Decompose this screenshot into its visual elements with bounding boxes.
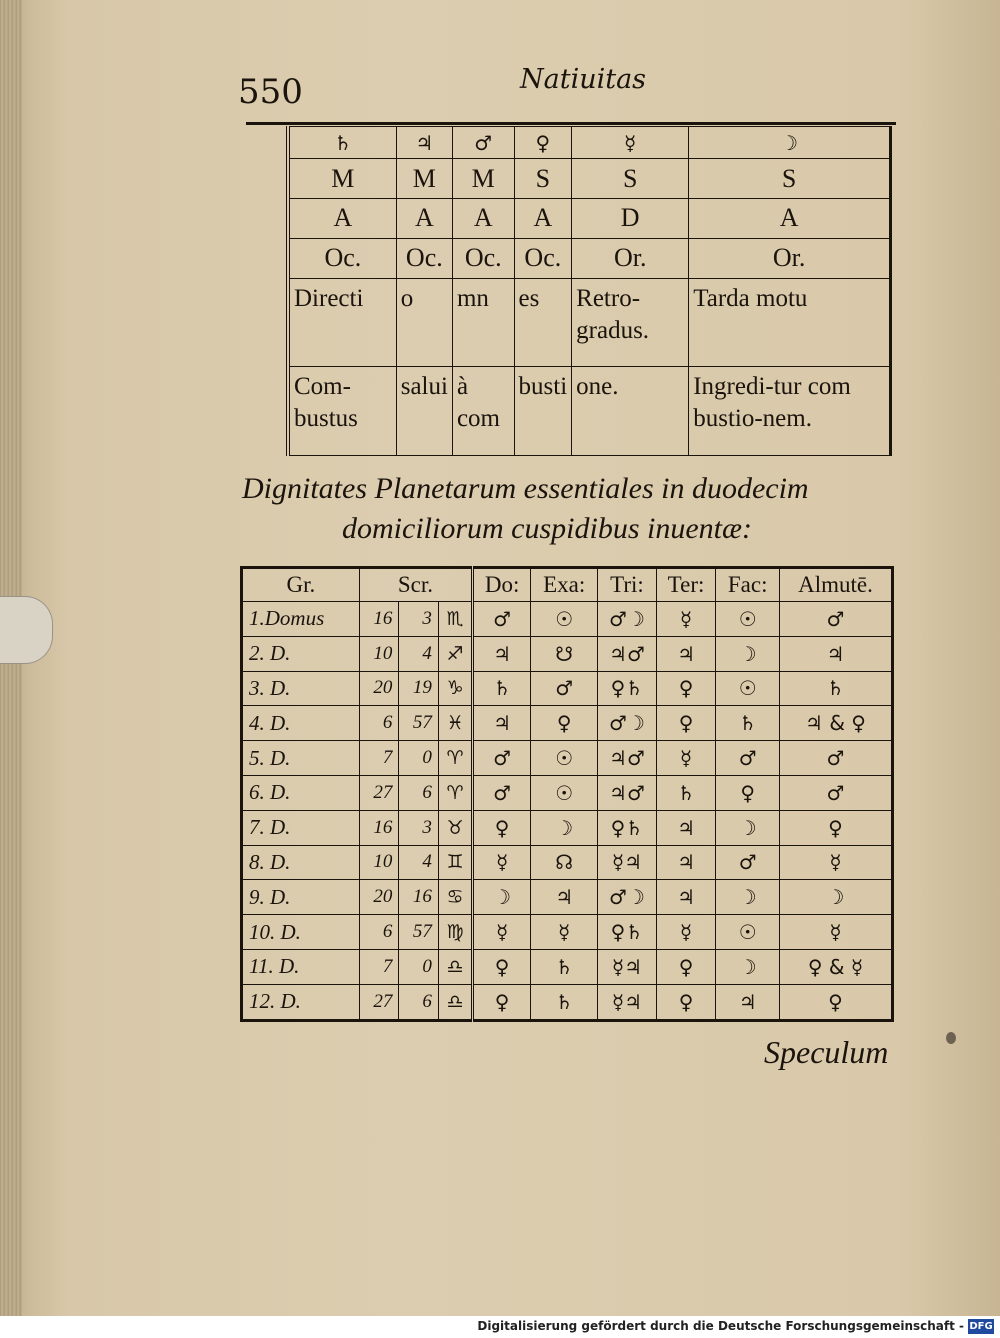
- motion-cell: mn: [452, 278, 514, 367]
- row-m-cell: S: [514, 159, 572, 199]
- face-ruler: ♄: [716, 706, 780, 741]
- face-ruler: ☽: [716, 636, 780, 671]
- motion-cell: Tarda motu: [689, 278, 891, 367]
- zodiac-sign: ♍: [438, 915, 472, 950]
- table1-row: [288, 159, 891, 199]
- minute-value: 4: [399, 845, 439, 880]
- face-ruler: ☽: [716, 880, 780, 915]
- house-label: 7. D.: [242, 810, 360, 845]
- planet-symbol: ☽: [689, 127, 891, 159]
- almuten: ☿: [779, 845, 892, 880]
- table-row: [242, 741, 893, 776]
- exaltation-ruler: ♄: [531, 984, 598, 1020]
- domicile-ruler: ♀: [473, 949, 531, 984]
- table1-row: [288, 238, 891, 278]
- term-ruler: ♄: [656, 775, 716, 810]
- degree-value: 16: [359, 810, 399, 845]
- domicile-ruler: ♀: [473, 810, 531, 845]
- term-ruler: ♀: [656, 984, 716, 1020]
- house-label: 12. D.: [242, 984, 360, 1020]
- table-row: [242, 915, 893, 950]
- row-oc-cell: Oc.: [452, 238, 514, 278]
- motion-cell: Directi: [288, 278, 396, 367]
- combustion-cell: Com-bustus: [288, 367, 396, 456]
- degree-value: 27: [359, 984, 399, 1020]
- almuten: ♀: [779, 810, 892, 845]
- house-label: 5. D.: [242, 741, 360, 776]
- combustion-cell: Ingredi-tur com bustio-nem.: [689, 367, 891, 456]
- combustion-cell: salui: [396, 367, 452, 456]
- domicile-ruler: ☿: [473, 845, 531, 880]
- table-row: [242, 775, 893, 810]
- almuten: ♂: [779, 775, 892, 810]
- paper-hole: [946, 1032, 956, 1044]
- bookmark-tab: [0, 596, 53, 664]
- column-header: Almutē.: [779, 568, 892, 602]
- dignities-table: [240, 566, 894, 1022]
- exaltation-ruler: ☽: [531, 810, 598, 845]
- exaltation-ruler: ☊: [531, 845, 598, 880]
- row-m-cell: M: [288, 159, 396, 199]
- domicile-ruler: ♃: [473, 706, 531, 741]
- table-row: [242, 880, 893, 915]
- almuten: ♀ & ☿: [779, 949, 892, 984]
- degree-value: 16: [359, 602, 399, 637]
- table1-row: [288, 278, 891, 367]
- almuten: ♀: [779, 984, 892, 1020]
- house-label: 10. D.: [242, 915, 360, 950]
- footer-credit: Digitalisierung gefördert durch die Deutsche Forschungsgemeinschaft -: [477, 1319, 964, 1333]
- row-oc-cell: Or.: [689, 238, 891, 278]
- minute-value: 0: [399, 741, 439, 776]
- minute-value: 6: [399, 984, 439, 1020]
- domicile-ruler: ♂: [473, 741, 531, 776]
- minute-value: 57: [399, 915, 439, 950]
- planet-symbol: ♂: [452, 127, 514, 159]
- planet-symbol: ♃: [396, 127, 452, 159]
- zodiac-sign: ♋: [438, 880, 472, 915]
- row-a-cell: A: [288, 198, 396, 238]
- combustion-cell: busti: [514, 367, 572, 456]
- row-a-cell: D: [572, 198, 689, 238]
- row-m-cell: S: [689, 159, 891, 199]
- face-ruler: ☉: [716, 671, 780, 706]
- almuten: ☽: [779, 880, 892, 915]
- table-row: [242, 845, 893, 880]
- table-row: [242, 602, 893, 637]
- catchword: Speculum: [764, 1034, 889, 1070]
- column-header: Scr.: [359, 568, 472, 602]
- degree-value: 10: [359, 845, 399, 880]
- domicile-ruler: ☽: [473, 880, 531, 915]
- header-rule: [246, 122, 896, 125]
- row-a-cell: A: [452, 198, 514, 238]
- table-row: [242, 636, 893, 671]
- caption-line-1: Dignitates Planetarum essentiales in duodecim: [242, 472, 809, 505]
- column-header: Gr.: [242, 568, 360, 602]
- planet-symbol: ♄: [288, 127, 396, 159]
- row-m-cell: M: [396, 159, 452, 199]
- term-ruler: ♀: [656, 671, 716, 706]
- term-ruler: ♃: [656, 636, 716, 671]
- column-header: Tri:: [598, 568, 657, 602]
- caption-line-2: domiciliorum cuspidibus inuentæ:: [342, 512, 752, 545]
- zodiac-sign: ♓: [438, 706, 472, 741]
- term-ruler: ♃: [656, 880, 716, 915]
- house-label: 6. D.: [242, 775, 360, 810]
- column-header: Do:: [473, 568, 531, 602]
- minute-value: 16: [399, 880, 439, 915]
- triplicity-rulers: ♀♄: [598, 810, 657, 845]
- triplicity-rulers: ☿♃: [598, 845, 657, 880]
- house-label: 11. D.: [242, 949, 360, 984]
- table-row: [242, 671, 893, 706]
- zodiac-sign: ♈: [438, 775, 472, 810]
- domicile-ruler: ♄: [473, 671, 531, 706]
- table-row: [242, 810, 893, 845]
- table-row: [242, 706, 893, 741]
- zodiac-sign: ♎: [438, 949, 472, 984]
- exaltation-ruler: ♄: [531, 949, 598, 984]
- zodiac-sign: ♑: [438, 671, 472, 706]
- almuten: ♄: [779, 671, 892, 706]
- row-oc-cell: Oc.: [288, 238, 396, 278]
- row-oc-cell: Or.: [572, 238, 689, 278]
- house-label: 2. D.: [242, 636, 360, 671]
- zodiac-sign: ♎: [438, 984, 472, 1020]
- degree-value: 20: [359, 880, 399, 915]
- exaltation-ruler: ☋: [531, 636, 598, 671]
- face-ruler: ♃: [716, 984, 780, 1020]
- zodiac-sign: ♐: [438, 636, 472, 671]
- table1-row: [288, 367, 891, 456]
- domicile-ruler: ☿: [473, 915, 531, 950]
- almuten: ♂: [779, 741, 892, 776]
- minute-value: 57: [399, 706, 439, 741]
- planet-symbol: ☿: [572, 127, 689, 159]
- row-a-cell: A: [689, 198, 891, 238]
- zodiac-sign: ♉: [438, 810, 472, 845]
- house-label: 9. D.: [242, 880, 360, 915]
- exaltation-ruler: ♃: [531, 880, 598, 915]
- exaltation-ruler: ♀: [531, 706, 598, 741]
- row-oc-cell: Oc.: [396, 238, 452, 278]
- row-a-cell: A: [396, 198, 452, 238]
- zodiac-sign: ♊: [438, 845, 472, 880]
- motion-cell: es: [514, 278, 572, 367]
- face-ruler: ☽: [716, 810, 780, 845]
- degree-value: 6: [359, 915, 399, 950]
- house-label: 8. D.: [242, 845, 360, 880]
- table1-row: [288, 127, 891, 159]
- term-ruler: ♃: [656, 810, 716, 845]
- zodiac-sign: ♈: [438, 741, 472, 776]
- degree-value: 20: [359, 671, 399, 706]
- almuten: ♃ & ♀: [779, 706, 892, 741]
- dfg-logo: DFG: [969, 1321, 993, 1332]
- triplicity-rulers: ☿♃: [598, 984, 657, 1020]
- face-ruler: ♀: [716, 775, 780, 810]
- triplicity-rulers: ♃♂: [598, 636, 657, 671]
- planet-status-table: [286, 126, 892, 456]
- face-ruler: ☉: [716, 602, 780, 637]
- term-ruler: ♀: [656, 949, 716, 984]
- almuten: ♂: [779, 602, 892, 637]
- digitization-footer: [0, 1316, 1000, 1338]
- column-header: Ter:: [656, 568, 716, 602]
- exaltation-ruler: ☿: [531, 915, 598, 950]
- exaltation-ruler: ☉: [531, 775, 598, 810]
- bleed-through: [118, 372, 122, 394]
- degree-value: 7: [359, 949, 399, 984]
- face-ruler: ♂: [716, 741, 780, 776]
- table-row: [242, 949, 893, 984]
- face-ruler: ♂: [716, 845, 780, 880]
- term-ruler: ☿: [656, 915, 716, 950]
- combustion-cell: one.: [572, 367, 689, 456]
- degree-value: 10: [359, 636, 399, 671]
- table1-row: [288, 198, 891, 238]
- exaltation-ruler: ☉: [531, 602, 598, 637]
- exaltation-ruler: ♂: [531, 671, 598, 706]
- domicile-ruler: ♀: [473, 984, 531, 1020]
- triplicity-rulers: ♃♂: [598, 775, 657, 810]
- row-oc-cell: Oc.: [514, 238, 572, 278]
- house-label: 3. D.: [242, 671, 360, 706]
- column-header: Exa:: [531, 568, 598, 602]
- minute-value: 19: [399, 671, 439, 706]
- row-a-cell: A: [514, 198, 572, 238]
- term-ruler: ☿: [656, 602, 716, 637]
- degree-value: 27: [359, 775, 399, 810]
- term-ruler: ☿: [656, 741, 716, 776]
- zodiac-sign: ♏: [438, 602, 472, 637]
- triplicity-rulers: ♃♂: [598, 741, 657, 776]
- row-m-cell: M: [452, 159, 514, 199]
- term-ruler: ♀: [656, 706, 716, 741]
- domicile-ruler: ♂: [473, 775, 531, 810]
- house-label: 1.Domus: [242, 602, 360, 637]
- triplicity-rulers: ☿♃: [598, 949, 657, 984]
- triplicity-rulers: ♂☽: [598, 602, 657, 637]
- motion-cell: Retro-gradus.: [572, 278, 689, 367]
- page-number: 550: [238, 72, 303, 112]
- domicile-ruler: ♂: [473, 602, 531, 637]
- row-m-cell: S: [572, 159, 689, 199]
- triplicity-rulers: ♀♄: [598, 671, 657, 706]
- column-header: Fac:: [716, 568, 780, 602]
- triplicity-rulers: ♂☽: [598, 706, 657, 741]
- running-head: Natiuitas: [520, 64, 647, 95]
- minute-value: 3: [399, 602, 439, 637]
- minute-value: 0: [399, 949, 439, 984]
- house-label: 4. D.: [242, 706, 360, 741]
- planet-symbol: ♀: [514, 127, 572, 159]
- triplicity-rulers: ♂☽: [598, 880, 657, 915]
- almuten: ♃: [779, 636, 892, 671]
- face-ruler: ☉: [716, 915, 780, 950]
- face-ruler: ☽: [716, 949, 780, 984]
- minute-value: 3: [399, 810, 439, 845]
- degree-value: 7: [359, 741, 399, 776]
- minute-value: 6: [399, 775, 439, 810]
- degree-value: 6: [359, 706, 399, 741]
- table-row: [242, 984, 893, 1020]
- motion-cell: o: [396, 278, 452, 367]
- triplicity-rulers: ♀♄: [598, 915, 657, 950]
- almuten: ☿: [779, 915, 892, 950]
- exaltation-ruler: ☉: [531, 741, 598, 776]
- domicile-ruler: ♃: [473, 636, 531, 671]
- term-ruler: ♃: [656, 845, 716, 880]
- combustion-cell: à com: [452, 367, 514, 456]
- minute-value: 4: [399, 636, 439, 671]
